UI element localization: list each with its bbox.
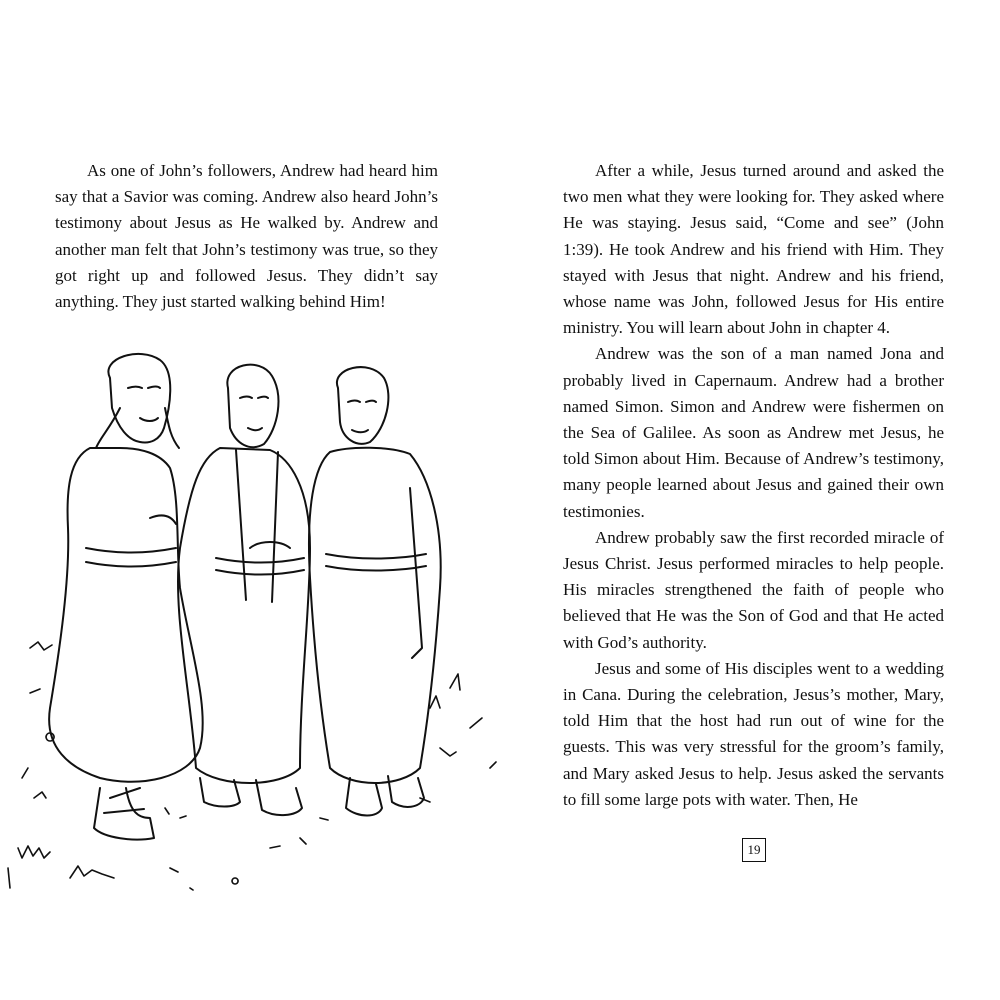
illustration [0, 348, 520, 908]
right-paragraph-2: Andrew was the son of a man named Jona and probably lived in Capernaum. Andrew had a brother named Simon. Simon and Andrew were fishermen on the Sea of Galilee. As soon as Andrew met Jesus, he told Simon about Him. Because of Andrew’s testimony, many people learned about Jesus and gained their own testimonies. [563, 344, 944, 521]
right-page-text [563, 158, 944, 813]
page-number: 19 [742, 838, 766, 862]
figure-jesus [49, 354, 203, 840]
ground-marks [8, 642, 496, 890]
left-page-text [55, 158, 438, 315]
three-men-walking-line-drawing-icon [0, 348, 520, 908]
left-paragraph-1: As one of John’s followers, Andrew had heard him say that a Savior was coming. Andrew also heard John’s testimony about Jesus as He walked by. Andrew and another man felt that John’s testimony was true, so they got right up and followed Jesus. They didn’t say anything. They just started walking behind Him! [55, 161, 438, 312]
right-paragraph-1: After a while, Jesus turned around and asked the two men what they were looking for. They asked where He was staying. Jesus said, “Come and see” (John 1:39). He took Andrew and his friend with Him. They stayed with Jesus that night. Andrew and his friend, whose name was John, followed Jesus for His entire ministry. You will learn about John in chapter 4. [563, 161, 944, 338]
right-paragraph-3: Andrew probably saw the first recorded miracle of Jesus Christ. Jesus performed miracles to help people. His miracles strengthened the faith of people who believed that He was the Son of God and that He acted with God’s authority. [563, 527, 944, 652]
right-paragraph-4: Jesus and some of His disciples went to a wedding in Cana. During the celebration, Jesus’s mother, Mary, told Him that the host had run out of wine for the guests. This was very stressful for the groom’s family, and Mary asked Jesus to help. Jesus asked the servants to fill some large pots with water. Then, He [563, 658, 944, 809]
figure-andrew [178, 365, 310, 815]
figure-john [309, 367, 441, 815]
